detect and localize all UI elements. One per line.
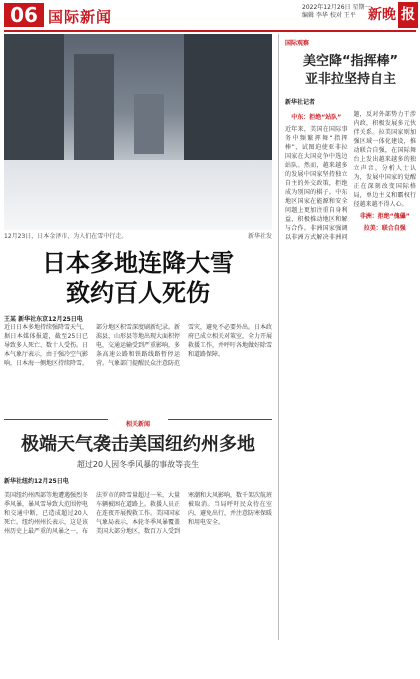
lead-headline-line1: 日本多地连降大雪 — [42, 249, 234, 277]
logo-text-a: 新晚 — [368, 7, 396, 23]
photo-caption — [4, 232, 272, 242]
related-bar — [4, 419, 272, 429]
right-headline-line1: 美空降“指挥棒” — [302, 54, 399, 69]
date-text: 2022年12月26日 星期一 — [302, 4, 371, 11]
page-number: 06 — [4, 3, 44, 27]
right-tag: 国际观察 — [285, 40, 310, 47]
lead-headline — [4, 248, 272, 308]
second-headline: 极端天气袭击美国纽约州多地 — [21, 434, 255, 455]
right-headline — [285, 53, 416, 89]
right-column — [278, 34, 416, 640]
header-rule — [4, 30, 416, 32]
lead-body: 近日日本多地持续强降雪天气，据日本媒体报道，截至25日已导致多人死亡、数十人受伤。日本气象厅表示，由于强冷空气影响，日本海一侧地区持续降雪，部分地区积雪深度刷新纪录。新潟县、山形县等地出现大面积停电，交通运输受到严重影响，多条高速公路和铁路线路暂停运营。气象部门提醒民众注意防范雪灾，避免不必要外出。日本政府已成立相关对策室，全力开展救援工作，并呼吁各地做好除雪和道路保障。 — [4, 324, 272, 367]
related-tag: 相关新闻 — [108, 419, 168, 428]
photo-credit: 新华社发 — [247, 233, 272, 240]
right-byline: 新华社记者 — [285, 99, 316, 106]
second-byline: 新华社纽约12月25日电 — [4, 478, 69, 485]
subhead-middle-east: 中东：拒绝“站队” — [291, 114, 342, 121]
lead-headline-line2: 致约百人死伤 — [66, 279, 210, 307]
news-photo — [4, 34, 272, 230]
left-column — [4, 34, 272, 640]
caption-text: 12月23日，日本金泽市，为人们在雪中行走。 — [4, 233, 128, 240]
right-body — [285, 110, 416, 626]
second-subhead: 超过20人因冬季风暴的事故等丧生 — [76, 460, 200, 469]
section-title: 国际新闻 — [48, 8, 113, 26]
subhead-africa: 非洲：拒绝“傀儡” — [359, 213, 410, 220]
lead-byline: 王某 新华社东京12月25日电 — [4, 316, 83, 323]
logo-text-b: 报 — [398, 2, 418, 28]
right-headline-line2: 亚非拉坚持自主 — [304, 72, 396, 87]
newspaper-logo — [352, 2, 418, 28]
second-body: 美国纽约州西部等地遭遇强烈冬季风暴，暴风雪导致大范围停电和交通中断，已造成超过20人死亡。纽约州州长表示，这是该州历史上最严重的风暴之一，布法罗市的降雪量超过一米，大量车辆被困在道路上。救援人员正在连夜开展搜救工作。美国国家气象局表示，本轮冬季风暴覆盖美国大部分地区，数百万人受到寒潮和大风影响，数千架次航班被取消。当局呼吁民众待在室内，避免出行，并注意防寒保暖和用电安全。 — [4, 492, 272, 535]
subhead-latin-america: 拉美：联合自强 — [363, 225, 406, 232]
page-header — [0, 0, 420, 30]
editor-text: 编辑 李华 校对 王平 — [302, 12, 356, 19]
right-body-text: 近年来，美国在国际事务中频繁挥舞“指挥棒”，试图迫使亚非拉国家在大国竞争中选边站队。然而，越来越多的发展中国家坚持独立自主的外交政策，拒绝成为别国的棋子。中东地区国家在能源和安全问题上更加注重自身利益，积极推动地区和解与合作。非洲国家强调以非洲方式解决非洲问题，反对外部势力干涉内政，积极发展多元伙伴关系。拉美国家则加强区域一体化建设，推动联合自强，在国际舞台上发出越来越多的独立声音。分析人士认为，发展中国家的觉醒正在深刻改变国际格局，单边主义和霸权行径越来越不得人心。 — [285, 111, 416, 241]
